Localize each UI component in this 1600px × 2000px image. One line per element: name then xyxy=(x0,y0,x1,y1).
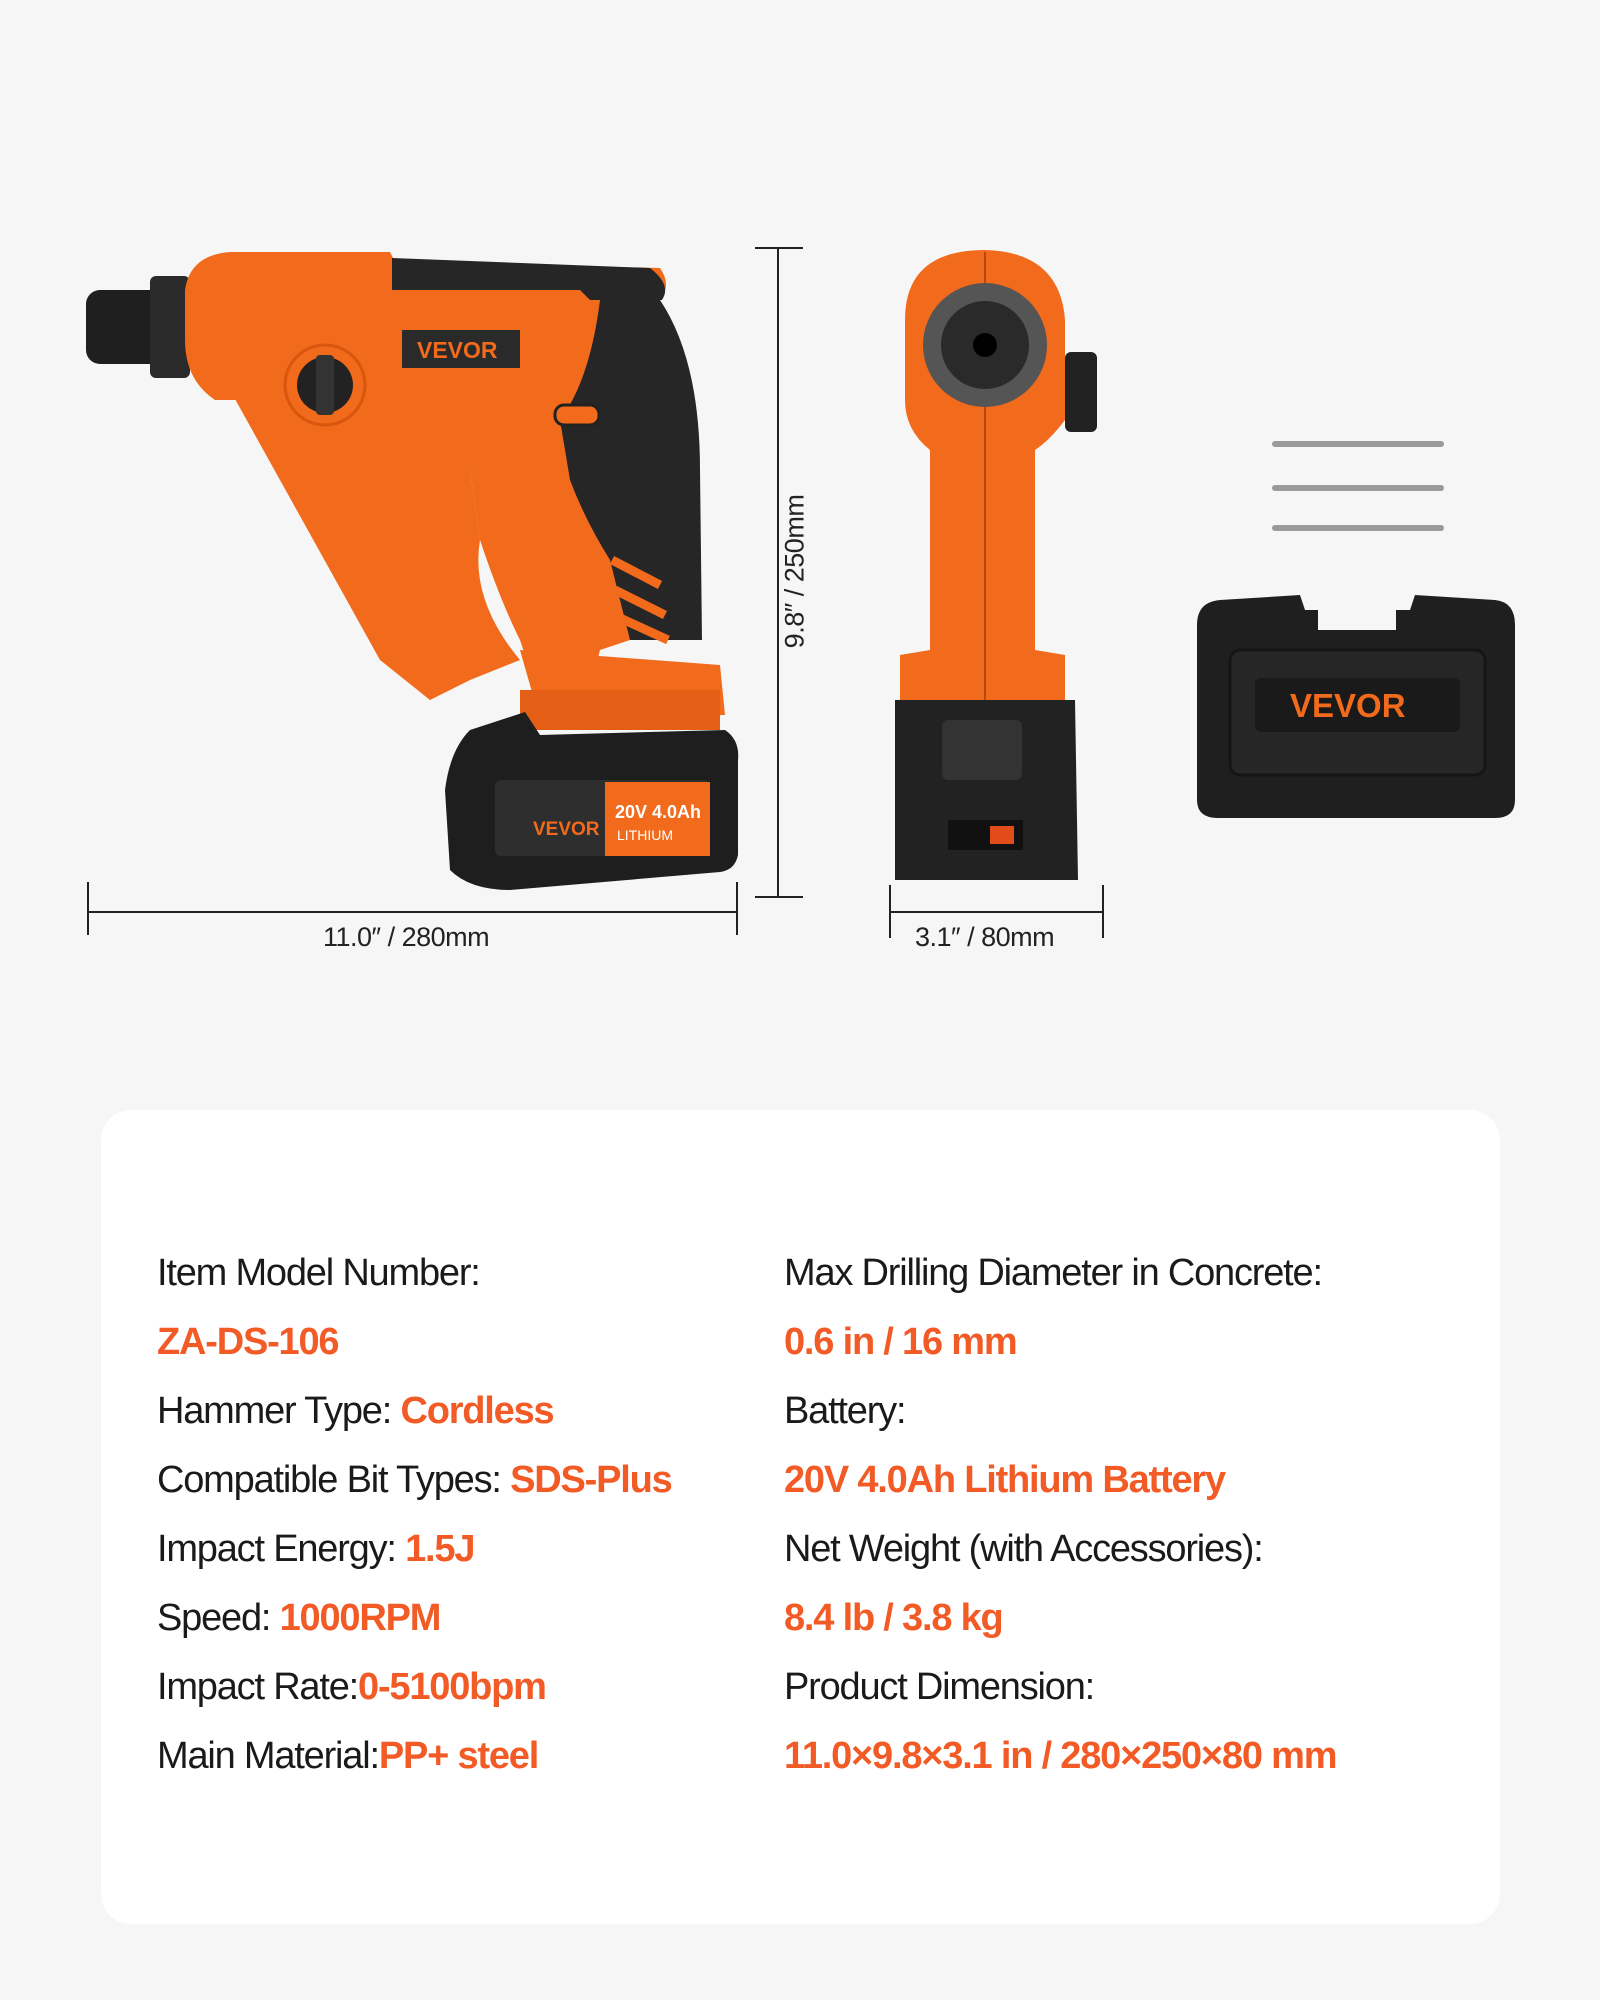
carry-case-icon xyxy=(1197,595,1515,818)
spec-label: Impact Rate: xyxy=(157,1666,359,1708)
spec-row xyxy=(157,1319,338,1365)
spec-label: Item Model Number: xyxy=(157,1252,480,1294)
spec-value: 8.4 lb / 3.8 kg xyxy=(784,1597,1003,1639)
spec-row xyxy=(784,1526,1263,1572)
drill-bit-icon xyxy=(1272,485,1444,491)
spec-row xyxy=(784,1388,905,1434)
spec-label: Product Dimension: xyxy=(784,1666,1094,1708)
spec-value: 0.6 in / 16 mm xyxy=(784,1321,1017,1363)
spec-label: Net Weight (with Accessories): xyxy=(784,1528,1263,1570)
drill-bit-icon xyxy=(1272,441,1444,447)
spec-label: Max Drilling Diameter in Concrete: xyxy=(784,1252,1322,1294)
spec-label: Battery: xyxy=(784,1390,906,1432)
battery-type-label: LITHIUM xyxy=(617,827,673,843)
spec-label: Main Material: xyxy=(157,1735,379,1777)
length-dimension-label: 11.0″ / 280mm xyxy=(323,922,490,952)
spec-row xyxy=(157,1733,538,1779)
spec-row xyxy=(784,1664,1094,1710)
spec-row xyxy=(157,1526,474,1572)
drill-bit-icon xyxy=(1272,525,1444,531)
spec-row xyxy=(784,1457,1225,1503)
drill-brand-logo: VEVOR xyxy=(417,337,498,363)
battery-voltage-label: 20V 4.0Ah xyxy=(615,802,702,822)
spec-row xyxy=(157,1664,546,1710)
spec-value: SDS-Plus xyxy=(510,1459,672,1501)
spec-value: 0-5100bpm xyxy=(358,1666,546,1708)
battery-brand-logo: VEVOR xyxy=(533,819,600,840)
case-brand-logo: VEVOR xyxy=(1290,687,1406,724)
spec-label: Speed: xyxy=(157,1597,280,1639)
width-dimension-label: 3.1″ / 80mm xyxy=(915,922,1055,952)
spec-row xyxy=(157,1250,480,1296)
spec-row xyxy=(784,1319,1016,1365)
spec-row xyxy=(784,1733,1336,1779)
spec-value: 11.0×9.8×3.1 in / 280×250×80 mm xyxy=(784,1735,1337,1777)
spec-row xyxy=(784,1250,1322,1296)
spec-row xyxy=(157,1595,440,1641)
height-dimension-label: 9.8″ / 250mm xyxy=(779,494,810,649)
spec-label: Compatible Bit Types: xyxy=(157,1459,511,1501)
spec-value: 20V 4.0Ah Lithium Battery xyxy=(784,1459,1225,1501)
spec-value: ZA-DS-106 xyxy=(157,1321,339,1363)
spec-value: PP+ steel xyxy=(378,1735,539,1777)
spec-row xyxy=(157,1388,553,1434)
specifications-card xyxy=(101,1110,1500,1924)
spec-value: 1.5J xyxy=(405,1528,475,1570)
spec-label: Impact Energy: xyxy=(157,1528,406,1570)
spec-row xyxy=(157,1457,672,1503)
spec-value: 1000RPM xyxy=(279,1597,441,1639)
spec-label: Hammer Type: xyxy=(157,1390,401,1432)
spec-row xyxy=(784,1595,1003,1641)
spec-value: Cordless xyxy=(400,1390,554,1432)
